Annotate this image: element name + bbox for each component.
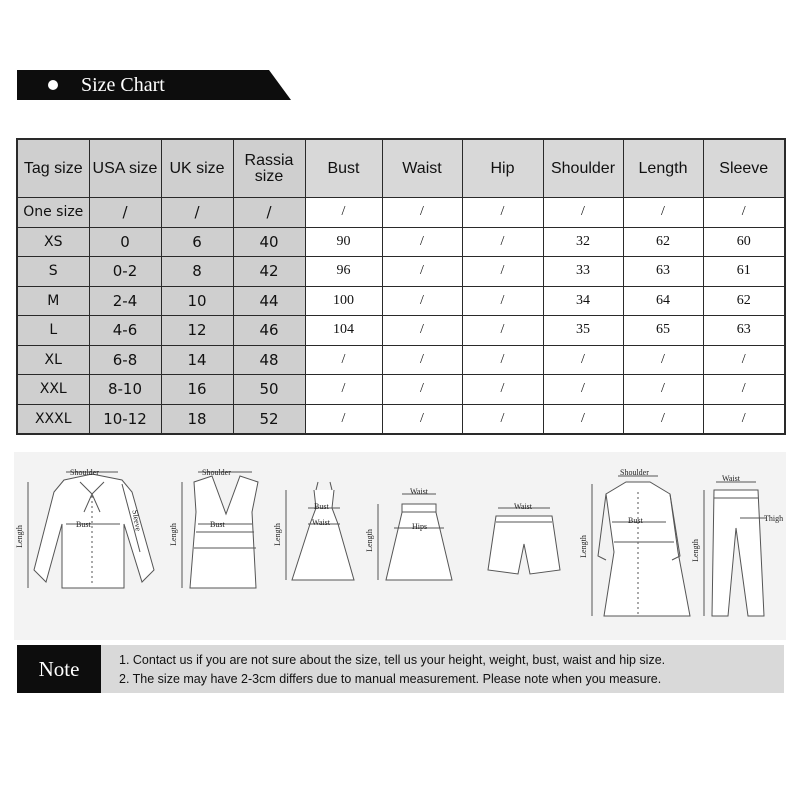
bust-label-1: Bust bbox=[76, 520, 91, 529]
length-label-4: Length bbox=[364, 529, 374, 552]
shoulder-label-1: Shoulder bbox=[70, 468, 99, 477]
note-line-1: 1. Contact us if you are not sure about the size, tell us your height, weight, bust, waist and hip size. bbox=[119, 653, 666, 667]
table-cell: / bbox=[462, 227, 543, 257]
table-cell: / bbox=[161, 198, 233, 228]
table-cell: 61 bbox=[703, 257, 785, 287]
header-russia-size: Rassia size bbox=[233, 139, 305, 198]
header-tag-size: Tag size bbox=[17, 139, 89, 198]
table-cell: / bbox=[305, 404, 382, 434]
size-label-cell: L bbox=[17, 316, 89, 346]
table-cell: 4-6 bbox=[89, 316, 161, 346]
table-cell: 6-8 bbox=[89, 345, 161, 375]
length-label-7: Length bbox=[690, 539, 700, 562]
table-cell: 0 bbox=[89, 227, 161, 257]
table-cell: / bbox=[382, 227, 462, 257]
shorts-illustration bbox=[488, 508, 560, 574]
table-cell: / bbox=[703, 198, 785, 228]
table-cell: 42 bbox=[233, 257, 305, 287]
size-chart-banner bbox=[17, 70, 291, 100]
table-cell: / bbox=[623, 345, 703, 375]
table-cell: 10 bbox=[161, 286, 233, 316]
table-cell: 12 bbox=[161, 316, 233, 346]
table-cell: / bbox=[703, 345, 785, 375]
size-label-cell: XXXL bbox=[17, 404, 89, 434]
table-cell: / bbox=[462, 286, 543, 316]
waist-label-7: Waist bbox=[722, 474, 741, 483]
table-cell: 32 bbox=[543, 227, 623, 257]
waist-label-4: Waist bbox=[410, 487, 429, 496]
size-table bbox=[16, 138, 786, 435]
table-cell: 40 bbox=[233, 227, 305, 257]
size-label-cell: M bbox=[17, 286, 89, 316]
table-cell: / bbox=[305, 375, 382, 405]
table-cell: 90 bbox=[305, 227, 382, 257]
size-label-cell: XL bbox=[17, 345, 89, 375]
measurement-illustrations bbox=[14, 452, 786, 640]
note-label: Note bbox=[17, 645, 101, 693]
waist-label-5: Waist bbox=[514, 502, 533, 511]
table-cell: / bbox=[543, 345, 623, 375]
length-label-2: Length bbox=[168, 523, 178, 546]
length-label-3: Length bbox=[272, 523, 282, 546]
table-cell: / bbox=[382, 198, 462, 228]
table-cell: / bbox=[543, 404, 623, 434]
table-cell: 50 bbox=[233, 375, 305, 405]
table-cell: 96 bbox=[305, 257, 382, 287]
hips-label-4: Hips bbox=[412, 522, 428, 531]
size-label-cell: S bbox=[17, 257, 89, 287]
tank-illustration bbox=[182, 472, 258, 588]
table-cell: / bbox=[382, 286, 462, 316]
table-cell: / bbox=[233, 198, 305, 228]
bust-label-6: Bust bbox=[628, 516, 643, 525]
shoulder-label-6: Shoulder bbox=[620, 468, 649, 477]
table-cell: / bbox=[89, 198, 161, 228]
table-cell: 8 bbox=[161, 257, 233, 287]
table-cell: / bbox=[703, 375, 785, 405]
table-cell: / bbox=[623, 375, 703, 405]
table-cell: / bbox=[462, 375, 543, 405]
table-cell: / bbox=[623, 404, 703, 434]
skirt-illustration bbox=[378, 494, 452, 580]
table-cell: 16 bbox=[161, 375, 233, 405]
table-cell: 63 bbox=[623, 257, 703, 287]
table-cell: / bbox=[543, 198, 623, 228]
table-cell: / bbox=[382, 257, 462, 287]
header-shoulder: Shoulder bbox=[543, 139, 623, 198]
table-cell: / bbox=[305, 198, 382, 228]
sleeve-label-1: Sleeve bbox=[130, 509, 143, 532]
table-cell: 65 bbox=[623, 316, 703, 346]
table-row bbox=[17, 345, 785, 375]
table-cell: 60 bbox=[703, 227, 785, 257]
table-header-row bbox=[17, 139, 785, 198]
header-hip: Hip bbox=[462, 139, 543, 198]
trousers-illustration bbox=[704, 482, 766, 616]
table-row bbox=[17, 404, 785, 434]
table-cell: / bbox=[305, 345, 382, 375]
table-cell: 0-2 bbox=[89, 257, 161, 287]
table-cell: 6 bbox=[161, 227, 233, 257]
table-cell: / bbox=[703, 404, 785, 434]
thigh-label-7: Thigh bbox=[764, 514, 784, 523]
header-usa-size: USA size bbox=[89, 139, 161, 198]
bust-label-3: Bust bbox=[314, 502, 329, 511]
table-cell: / bbox=[462, 198, 543, 228]
table-cell: / bbox=[382, 316, 462, 346]
size-label-cell: XS bbox=[17, 227, 89, 257]
table-cell: 63 bbox=[703, 316, 785, 346]
table-cell: 10-12 bbox=[89, 404, 161, 434]
table-cell: / bbox=[623, 198, 703, 228]
length-label-1: Length bbox=[14, 525, 24, 548]
table-cell: / bbox=[462, 257, 543, 287]
header-length: Length bbox=[623, 139, 703, 198]
table-cell: 100 bbox=[305, 286, 382, 316]
note-panel bbox=[17, 645, 784, 693]
header-bust: Bust bbox=[305, 139, 382, 198]
table-cell: / bbox=[462, 345, 543, 375]
table-cell: 33 bbox=[543, 257, 623, 287]
table-row bbox=[17, 286, 785, 316]
table-cell: 8-10 bbox=[89, 375, 161, 405]
table-cell: / bbox=[382, 404, 462, 434]
bullet-icon bbox=[48, 80, 58, 90]
table-row bbox=[17, 316, 785, 346]
header-uk-size: UK size bbox=[161, 139, 233, 198]
table-cell: 14 bbox=[161, 345, 233, 375]
shoulder-label-2: Shoulder bbox=[202, 468, 231, 477]
size-label-cell: One size bbox=[17, 198, 89, 228]
table-cell: / bbox=[382, 345, 462, 375]
table-cell: 62 bbox=[623, 227, 703, 257]
waist-label-3: Waist bbox=[312, 518, 331, 527]
table-cell: 46 bbox=[233, 316, 305, 346]
header-sleeve: Sleeve bbox=[703, 139, 785, 198]
length-label-6: Length bbox=[578, 535, 588, 558]
table-row bbox=[17, 198, 785, 228]
table-row bbox=[17, 257, 785, 287]
size-label-cell: XXL bbox=[17, 375, 89, 405]
table-cell: 34 bbox=[543, 286, 623, 316]
table-cell: / bbox=[382, 375, 462, 405]
bust-label-2: Bust bbox=[210, 520, 225, 529]
table-row bbox=[17, 227, 785, 257]
table-cell: / bbox=[462, 316, 543, 346]
table-cell: 48 bbox=[233, 345, 305, 375]
table-row bbox=[17, 375, 785, 405]
table-cell: / bbox=[462, 404, 543, 434]
table-cell: 44 bbox=[233, 286, 305, 316]
table-cell: 104 bbox=[305, 316, 382, 346]
table-cell: 64 bbox=[623, 286, 703, 316]
table-cell: / bbox=[543, 375, 623, 405]
page-title: Size Chart bbox=[81, 74, 165, 96]
header-waist: Waist bbox=[382, 139, 462, 198]
dress-illustration bbox=[286, 482, 354, 580]
table-cell: 18 bbox=[161, 404, 233, 434]
table-cell: 35 bbox=[543, 316, 623, 346]
note-line-2: 2. The size may have 2-3cm differs due to manual measurement. Please note when you measure. bbox=[119, 672, 662, 686]
table-cell: 2-4 bbox=[89, 286, 161, 316]
table-cell: 52 bbox=[233, 404, 305, 434]
coat-illustration bbox=[592, 476, 690, 616]
table-cell: 62 bbox=[703, 286, 785, 316]
